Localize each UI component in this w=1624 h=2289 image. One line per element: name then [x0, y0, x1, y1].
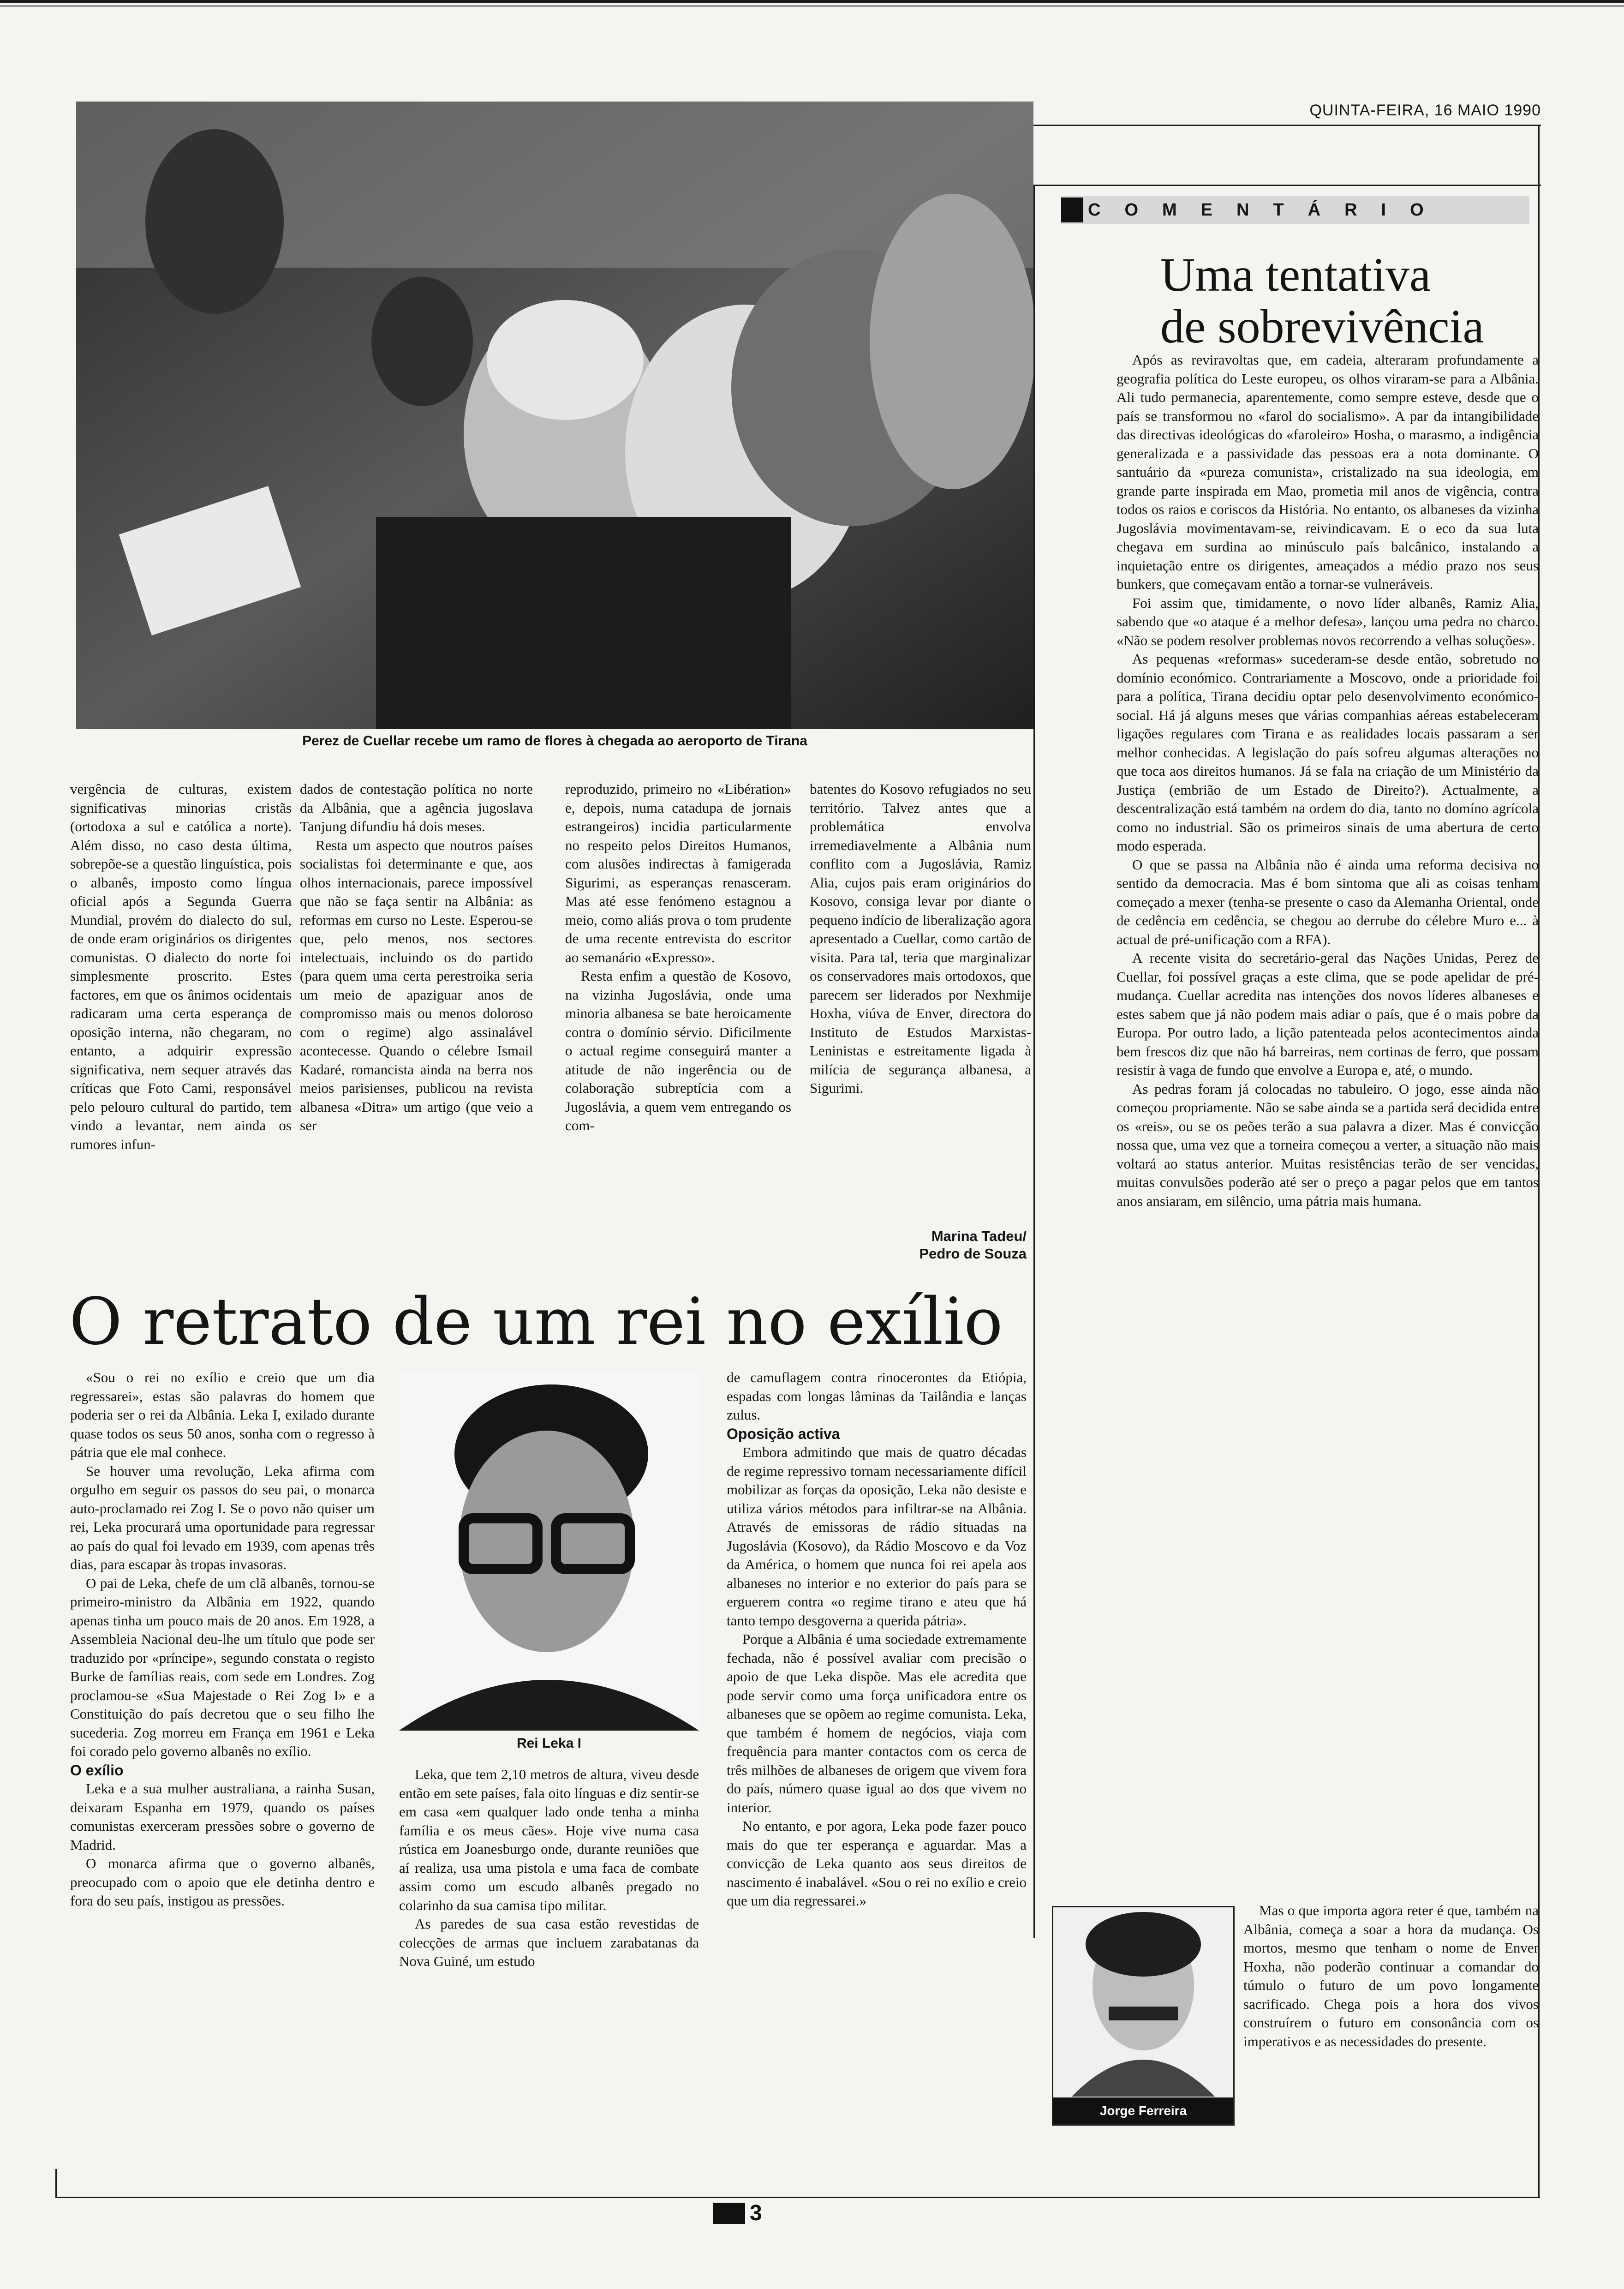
- commentary-paragraph: O que se passa na Albânia não é ainda uma reforma decisiva no sentido da democracia. Mas é bom sintoma que ali as coisas tenham começado a mexer (tenha-se presente o caso da Alemanha Oriental, onde de cedência em cedência, se chegou ao derrube do célebre Muro e... à actual de pré-unificação com a RFA).: [1116, 856, 1539, 947]
- king-article-paragraph: Porque a Albânia é uma sociedade extremamente fechada, não é possível avaliar com precisão o apoio de que Leka dispõe. Mas ele acredita que pode servir como uma força unificadora entre os albaneses que se opõem ao regime comunista. Leka, que também é homem de negócios, viaja com frequência para manter contactos com os cerca de três milhões de albaneses de origem que vivem fora do país, número quase igual ao dos que vivem no interior.: [727, 1631, 1027, 1816]
- commentary-top-rule: [1033, 185, 1541, 186]
- main-article-col-1-text: vergência de culturas, existem significativas minorias cristãs (ortodoxa a sul e católica a norte). Além disso, no caso desta última, sobrepõe-se a questão linguística, pois o albanês, imposto como língua oficial após a Segunda Guerra Mundial, provém do dialecto do sul, de onde eram originários os dirigentes comunistas. O dialecto do norte foi simplesmente proscrito. Estes factores, em que os ânimos ocidentais radicaram uma certa esperança de oposição interna, não chegaram, no entanto, a adquirir expressão significativa, nem sequer através das críticas que Foto Cami, responsável pelo pelouro cultural do partido, tem vindo a levantar, nem ainda os rumores infun-: [70, 781, 292, 1152]
- king-article-paragraph: «Sou o rei no exílio e creio que um dia regressarei», estas são palavras do homem que poderia ser o rei da Albânia. Leka I, exilado durante quase todos os seus 50 anos, sonha com o regresso à pátria que ele mal conhece.: [70, 1369, 375, 1460]
- main-photo: [76, 102, 1033, 729]
- main-article-col-2: [300, 780, 533, 1281]
- main-article-col-4: [810, 780, 1031, 1214]
- main-article-paragraph: Resta um aspecto que noutros países socialistas foi determinante e que, aos olhos internacionais, parece impossível que não se faça sentir na Albânia: as reformas em curso no Leste. Esperou-se que, pelo menos, nos sectores intelectuais, incluindo os do partido (para quem uma certa perestroika seria um meio de apaziguar anos de compromisso mais ou menos doloroso com o regime) algo assinalável acontecesse. Quando o célebre Ismail Kadaré, romancista ainda na berra nos meios parisienses, publicou na revista albanesa «Ditra» um artigo (que veio a ser: [300, 837, 533, 1133]
- commentary-paragraph: Foi assim que, timidamente, o novo líder albanês, Ramiz Alia, sabendo que «o ataque é a melhor defesa», lançou uma pedra no charco. «Não se podem resolver problemas novos recorrendo a velhas soluções».: [1116, 594, 1539, 648]
- main-article-paragraph: reproduzido, primeiro no «Libération» e, depois, numa catadupa de jornais estrangeiros) incidia particularmente no respeito pelos Direitos Humanos, com alusões indirectas à famigerada Sigurimi, as esperanças renasceram. Mas até esse fenómeno estagnou a meio, como aliás prova o tom prudente de uma recente entrevista do escritor ao semanário «Expresso».: [565, 781, 791, 965]
- king-article-paragraph: de camuflagem contra rinocerontes da Etiópia, espadas com longas lâminas da Tailândia e lanças zulus.: [727, 1369, 1027, 1423]
- commentary-label-block: [1061, 198, 1083, 222]
- main-article-paragraph: Resta enfim a questão de Kosovo, na vizinha Jugoslávia, onde uma minoria albanesa se bate heroicamente contra o domínio sérvio. Dificilmente o actual regime conseguirá manter a atitude de não ingerência ou de colaboração subreptícia com a Jugoslávia, a quem vem entregando os com-: [565, 968, 791, 1133]
- commentary-headline-line-1: Uma tentativa: [1160, 248, 1431, 301]
- author-photo: [1052, 1906, 1235, 2126]
- commentary-paragraph: Mas o que importa agora reter é que, também na Albânia, começa a soar a hora da mudança. Os mortos, mesmo que tenham o nome de Enver Hoxha, não poderão continuar a comandar do túmulo o futuro de um povo longamente sacrificado. Chega pois a hora dos vivos construírem o futuro em consonância com os imperativos e as necessidades do presente.: [1243, 1902, 1539, 2049]
- commentary-paragraph: As pedras foram já colocadas no tabuleiro. O jogo, esse ainda não começou propriamente. Não se sabe ainda se a partida será decidida entre os «reis», ou se os peões terão a sua palavra a dizer. Mas é convicção nossa que, uma vez que a torneira começou a verter, a situação não mais voltará ao status anterior. Muitas resistências terão de ser vencidas, muitas convulsões poderão até ser o preço a pagar pelos que em tantos anos ansiaram, em silêncio, uma pátria mais humana.: [1116, 1080, 1539, 1209]
- commentary-left-rule: [1033, 185, 1035, 1938]
- folio: [713, 2200, 762, 2226]
- king-article-headline: O retrato de um rei no exílio: [69, 1284, 1003, 1360]
- commentary-paragraph: Após as reviravoltas que, em cadeia, alteraram profundamente a geografia política do Leste europeu, os olhos viraram-se para a Albânia. Ali tudo permanecia, aparentemente, como sempre esteve, desde que o país se transformou no «farol do socialismo». A par da intangibilidade das directivas ideológicas do «faroleiro» Hosha, o marasmo, a indigência generalizada e a passividade das pessoas era a nota dominante. O santuário da «pureza comunista», cristalizado na sua ideologia, em grande parte inspirada em Mao, prometia mil anos de vigência, contra todos os raios e coriscos da História. No entanto, os albaneses da vizinha Jugoslávia movimentavam-se, reivindicavam. E o eco da sua luta chegava em surdina ao minúsculo país balcânico, instalando a inquietação entre os dirigentes, ameaçados a médio prazo nos seus bunkers, que começavam então a tornar-se vulneráveis.: [1116, 352, 1539, 592]
- page-number: 3: [750, 2201, 762, 2225]
- main-article-byline: [810, 1228, 1027, 1263]
- king-photo: [399, 1371, 699, 1731]
- king-article-col-2: [399, 1765, 699, 2088]
- byline-author-2: Pedro de Souza: [919, 1246, 1027, 1262]
- commentary-paragraph: As pequenas «reformas» sucederam-se desde então, sobretudo no domínio económico. Contrariamente a Moscovo, onde a prioridade foi para a política, Tirana decidiu optar pelo desenvolvimento económico-social. Há já alguns meses que várias companhias aéreas estabeleceram ligações regulares com Tirana e as realidades locais passaram a ser melhor conhecidas. A legislação do país sofreu algumas alterações no que toca aos direitos humanos. Já se fala na criação de um Ministério da Justiça (embrião de um Estado de Direito?). Actualmente, a descentralização está também na ordem do dia, tanto no domíno agrícola como no industrial. São os primeiros sinais de uma abertura de certo modo esperada.: [1116, 651, 1539, 854]
- commentary-headline: [1160, 249, 1541, 353]
- king-article-subhead-exilio: O exílio: [70, 1762, 124, 1779]
- king-article-paragraph: O pai de Leka, chefe de um clã albanês, tornou-se primeiro-ministro da Albânia em 1922, quando apenas tinha um pouco mais de 20 anos. Em 1928, a Assembleia Nacional deu-lhe um título que pode ser traduzido por «príncipe», segundo constata o registo Burke de famílias reais, com sede em Londres. Zog proclamou-se «Sua Majestade o Rei Zog I» e a Constituição do país decretou que o seu filho lhe sucederia. Zog morreu em França em 1961 e Leka foi corado pelo governo albanês no exílio.: [70, 1575, 375, 1759]
- commentary-tail: [1243, 1901, 1539, 2132]
- main-article-col-1: [70, 780, 292, 1281]
- king-article-paragraph: Se houver uma revolução, Leka afirma com orgulho em seguir os passos do seu pai, o monarca auto-proclamado rei Zog I. Se o povo não quiser um rei, Leka procurará uma oportunidade para regressar ao país do qual foi levado em 1939, com apenas três dias, para escapar às tropas invasoras.: [70, 1462, 375, 1572]
- byline-author-1: Marina Tadeu/: [931, 1228, 1027, 1244]
- king-article-paragraph: No entanto, e por agora, Leka pode fazer pouco mais do que ter esperança e aguardar. Mas a convicção de Leka quanto aos seus direitos de nascimento é inabalável. «Sou o rei no exílio e creio que um dia regressarei.»: [727, 1818, 1027, 1909]
- king-article-paragraph: Embora admitindo que mais de quatro décadas de regime repressivo tornam necessariamente difícil mobilizar as forças da oposição, Leka não desiste e utiliza vários métodos para infiltrar-se na Albânia. Através de emissoras de rádio situadas na Jugoslávia (Kosovo), da Rádio Moscovo e da Voz da América, o homem que nunca foi rei apela aos albaneses no interior e no exterior do país para se erguerem contra «o regime tirano e ateu que há tanto tempo desgoverna a querida pátria».: [727, 1444, 1027, 1629]
- dateline-rule: [1033, 125, 1541, 126]
- main-article-col-3: [565, 780, 791, 1281]
- king-article-col-3: [727, 1368, 1027, 2088]
- author-caption: Jorge Ferreira: [1053, 2097, 1233, 2124]
- king-article-paragraph: O monarca afirma que o governo albanês, preocupado com o apoio que ele detinha dentro e fora do seu país, instigou as pressões.: [70, 1855, 375, 1909]
- king-article-paragraph: Leka e a sua mulher australiana, a rainha Susan, deixaram Espanha em 1979, quando os países comunistas exerceram pressões sobre o governo de Madrid.: [70, 1780, 375, 1853]
- king-photo-caption: Rei Leka I: [516, 1736, 582, 1751]
- main-photo-caption: Perez de Cuellar recebe um ramo de flores à chegada ao aeroporto de Tirana: [302, 733, 807, 749]
- commentary-label-text: COMENTÁRIO: [1088, 200, 1448, 220]
- publication-logo: [713, 2203, 745, 2224]
- main-article-paragraph: batentes do Kosovo refugiados no seu território. Talvez antes que a problemática envolva irremediavelmente a Albânia num conflito com a Jugoslávia, Ramiz Alia, cujos pais eram originários do Kosovo, consiga levar por diante o pequeno indício de liberalização agora apresentado a Cuellar, como cartão de visita. Para tal, teria que marginalizar os conservadores mais ortodoxos, que parecem ser liderados por Nexhmije Hoxha, viúva de Enver, directora do Instituto de Estudos Marxistas-Leninistas e estreitamente ligada à milícia de segurança albanesa, a Sigurimi.: [810, 781, 1031, 1096]
- bottom-rule: [55, 2197, 1540, 2198]
- king-article-paragraph: Leka, que tem 2,10 metros de altura, viveu desde então em sete países, fala oito línguas e diz sentir-se em casa «em qualquer lado onde tenha a minha família e os meus cães». Hoje vive numa casa rústica em Joanesburgo onde, durante reuniões que aí realiza, usa uma pistola e uma faca de combate assim como um escudo albanês pregado no colarinho da sua camisa tipo militar.: [399, 1766, 699, 1913]
- bottom-left-tick: [55, 2169, 57, 2197]
- commentary-headline-line-2: de sobrevivência: [1160, 300, 1484, 353]
- king-article-paragraph: As paredes de sua casa estão revestidas de colecções de armas que incluem zarabatanas da Nova Guiné, um estudo: [399, 1916, 699, 1969]
- dateline: QUINTA-FEIRA, 16 MAIO 1990: [1309, 102, 1541, 119]
- main-article-paragraph: dados de contestação política no norte da Albânia, que a agência jugoslava Tanjung difundiu há dois meses.: [300, 781, 533, 834]
- king-article-subhead-oposicao: Oposição activa: [727, 1425, 840, 1442]
- commentary-body: [1116, 351, 1539, 1890]
- king-article-col-1: [70, 1368, 375, 2084]
- top-border: [0, 0, 1624, 3]
- commentary-label: [1061, 196, 1529, 224]
- commentary-paragraph: A recente visita do secretário-geral das Nações Unidas, Perez de Cuellar, foi possível graças a este clima, que se pode apelidar de pré-mudança. Cuellar acredita nas intenções dos novos líderes albaneses e estes sabem que já não podem mais adiar o país, que é o mais pobre da Europa. Por outro lado, a lição patenteada pelos acontecimentos ainda bem frescos diz que não há barreiras, nem cortinas de ferro, que possam resistir à vaga de fundo que envolve a Europa e, até, o mundo.: [1116, 950, 1539, 1078]
